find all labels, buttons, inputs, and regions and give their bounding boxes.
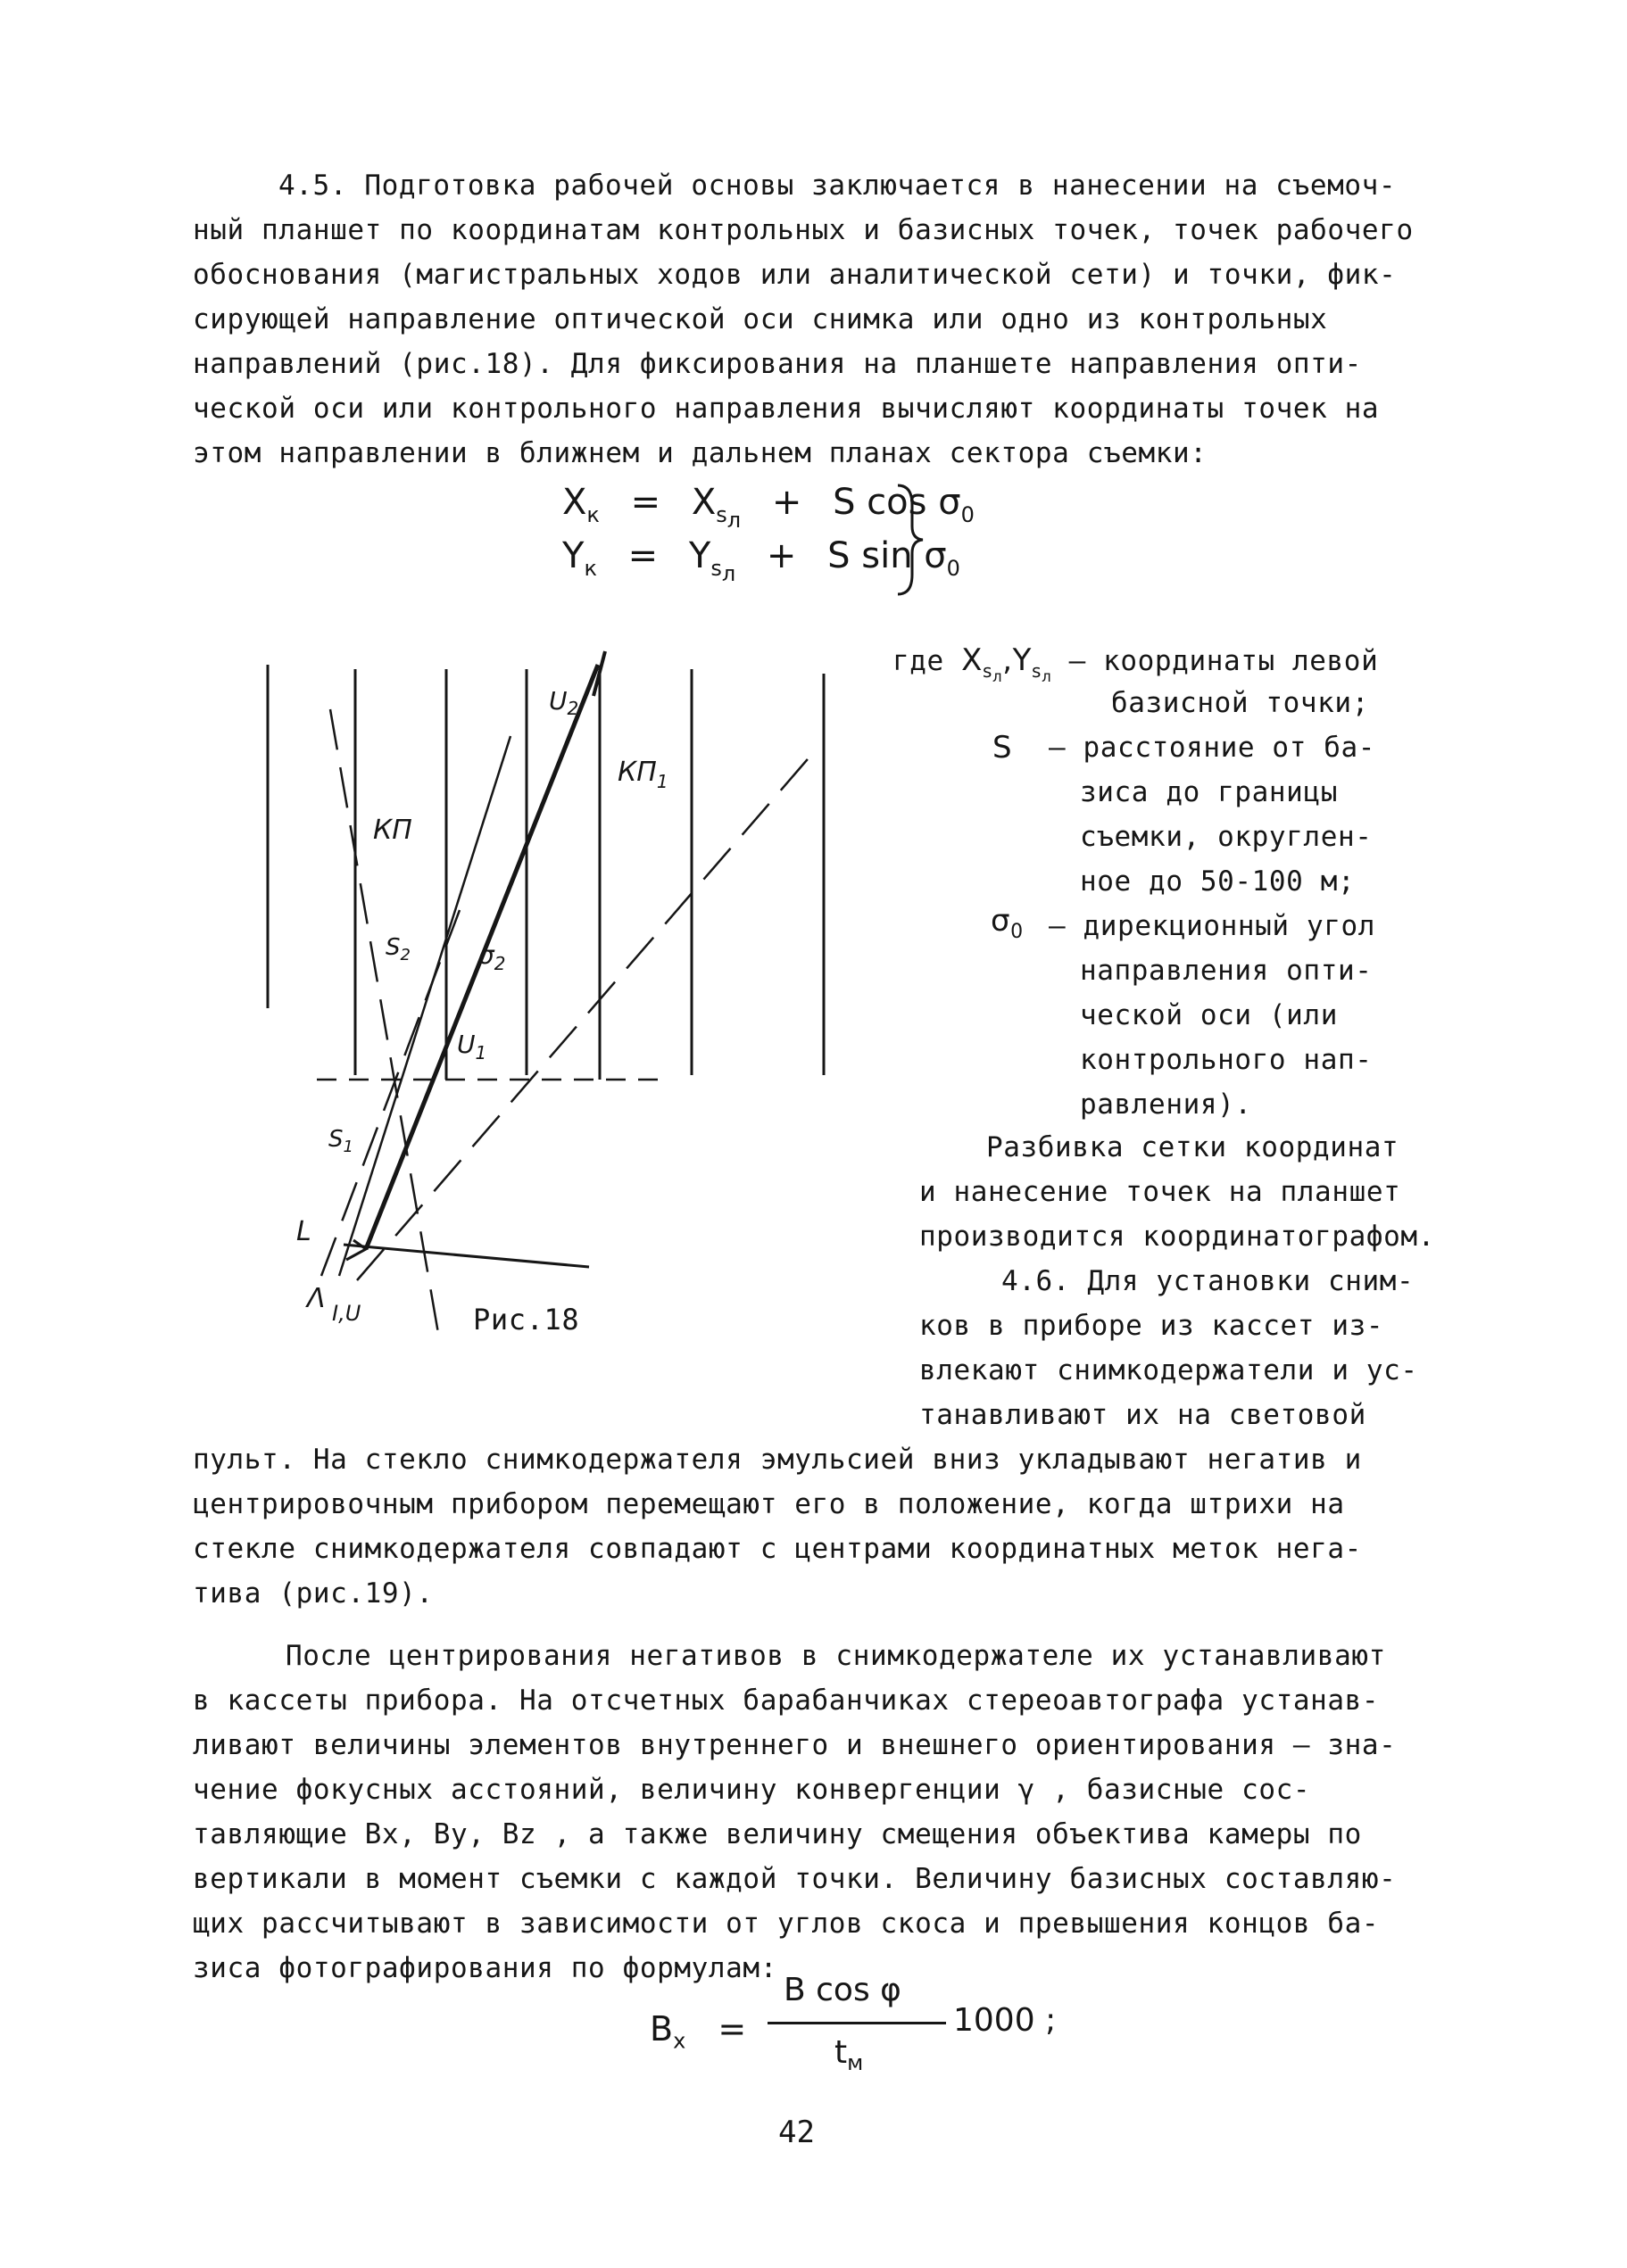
text-line: вертикали в момент съемки с каждой точки. Величину базисных составляю- <box>193 1863 1397 1895</box>
where-line: зиса до границы <box>1080 776 1338 808</box>
formula-bx-lhs: $B_x$ = <box>650 2009 747 2054</box>
text-line: направлений (рис.18). Для фиксирования на планшете направления опти- <box>193 348 1362 380</box>
text-line: этом направлении в ближнем и дальнем планах сектора съемки: <box>193 437 1208 469</box>
text-line: Разбивка сетки координат <box>986 1131 1399 1163</box>
formula-bx-numerator: B cos φ <box>784 1972 901 2008</box>
text-line: пульт. На стекло снимкодержателя эмульсией вниз укладывают негатив и <box>193 1444 1362 1476</box>
text-line: стекле снимкодержателя совпадают с центрами координатных меток нега- <box>193 1533 1362 1565</box>
text-line: танавливают их на световой <box>919 1399 1366 1431</box>
text-line: обоснования (магистральных ходов или аналитической сети) и точки, фик- <box>193 259 1397 291</box>
label-u2: $U_2$ <box>549 686 579 719</box>
text-line: 4.6. Для установки сним- <box>1001 1265 1415 1297</box>
where-symbol: S <box>992 730 1013 766</box>
text-line: центрировочным прибором перемещают его в положение, когда штрихи на <box>193 1488 1345 1520</box>
text-line: тива (рис.19). <box>193 1577 434 1610</box>
where-line: где $X_{s_л},Y_{s_л}$ – координаты левой <box>892 642 1379 685</box>
where-line: базисной точки; <box>1111 687 1369 719</box>
direction-line-1 <box>344 1245 589 1267</box>
formula-row-x: $X_к = X_{s_л} + S$ $\cos \sigma_0$ <box>562 482 975 533</box>
optical-axis-thin <box>339 736 511 1276</box>
where-line: съемки, округлен- <box>1080 821 1373 853</box>
dashed-ray-right <box>357 754 812 1280</box>
figure-caption: Рис.18 <box>473 1303 580 1337</box>
text-line: ков в приборе из кассет из- <box>919 1310 1384 1342</box>
label-sigma2: $\sigma_2$ <box>478 940 506 974</box>
label-s1: $S_1$ <box>328 1126 353 1156</box>
text-line: ный планшет по координатам контрольных и базисных точек, точек рабочего <box>193 214 1414 246</box>
formula-row-y: $Y_к = Y_{s_л} + S$ $\sin \sigma_0$ <box>562 535 960 586</box>
where-line: ное до 50-100 м; <box>1080 865 1356 898</box>
formula-brace <box>892 482 928 598</box>
dashed-ray-lower <box>321 910 460 1276</box>
where-line: направления опти- <box>1080 955 1373 987</box>
text-line: тавляющие Bx, By, Bz , а также величину смещения объектива камеры по <box>193 1818 1362 1850</box>
text-line: ческой оси или контрольного направления вычисляют координаты точек на <box>193 393 1380 425</box>
text-line: влекают снимкодержатели и ус- <box>919 1354 1418 1386</box>
text-line: ливают величины элементов внутреннего и внешнего ориентирования – зна- <box>193 1729 1397 1761</box>
text-line: и нанесение точек на планшет <box>919 1176 1401 1208</box>
where-line: ческой оси (или <box>1080 999 1338 1031</box>
fraction-bar <box>768 2022 946 2024</box>
label-a: Λ <box>307 1283 326 1314</box>
formula-bx-multiplier: 1000 ; <box>953 2002 1057 2039</box>
where-line: равления). <box>1080 1088 1252 1121</box>
label-kn: КП <box>373 815 412 846</box>
label-s2: $S_2$ <box>386 934 411 964</box>
label-l: L <box>296 1216 311 1247</box>
label-kp1: $КП_1$ <box>618 757 668 792</box>
text-line: 4.5. Подготовка рабочей основы заключается в нанесении на съемоч- <box>278 170 1397 202</box>
where-line: – дирекционный угол <box>1049 910 1376 942</box>
text-line: щих рассчитывают в зависимости от углов скоса и превышения концов ба- <box>193 1908 1380 1940</box>
text-line: зиса фотографирования по формулам: <box>193 1952 777 1984</box>
formula-bx-denominator: $t_м$ <box>834 2034 864 2076</box>
text-line: производится координатографом. <box>919 1221 1435 1253</box>
text-line: После центрирования негативов в снимкодержателе их устанавливают <box>286 1640 1386 1672</box>
figure-18 <box>232 625 875 1338</box>
page-number: 42 <box>778 2115 815 2150</box>
label-u1: $U_1$ <box>457 1030 487 1064</box>
text-line: в кассеты прибора. На отсчетных барабанчиках стереоавтографа устанав- <box>193 1684 1380 1717</box>
label-i-u: I,U <box>332 1301 361 1326</box>
text-line: чение фокусных асстояний, величину конвергенции γ , базисные сос- <box>193 1774 1311 1806</box>
where-symbol: $\sigma_0$ <box>991 903 1024 943</box>
where-line: – расстояние от ба- <box>1049 732 1376 764</box>
where-line: контрольного нап- <box>1080 1044 1373 1076</box>
text-line: сирующей направление оптической оси снимка или одно из контрольных <box>193 303 1328 335</box>
